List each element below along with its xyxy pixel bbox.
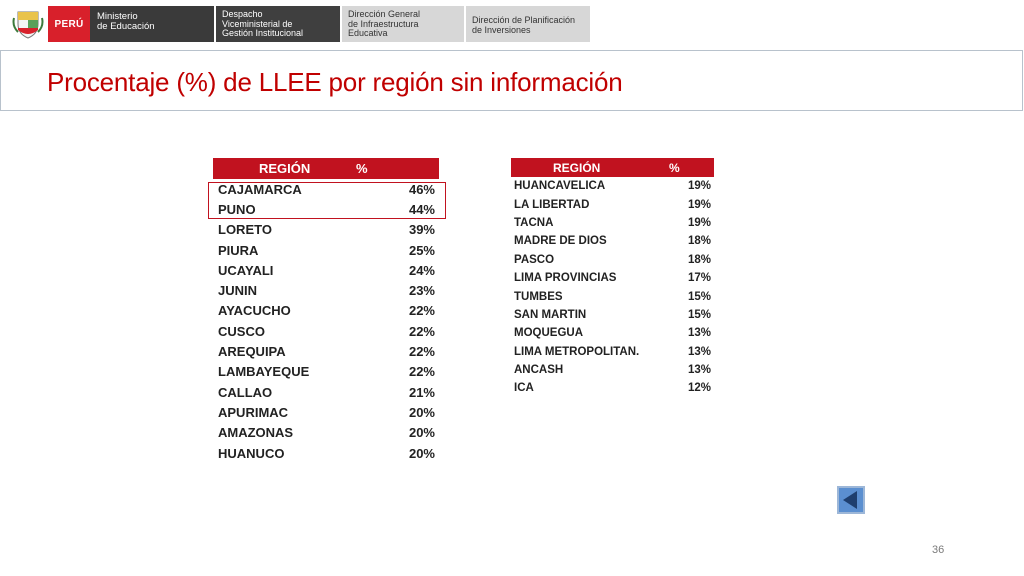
region-percent: 15%	[687, 308, 711, 321]
region-percent: 22%	[408, 344, 435, 360]
coat-of-arms-icon	[12, 8, 44, 40]
back-arrow-icon	[843, 491, 857, 509]
table-row	[511, 232, 714, 250]
region-percent: 20%	[408, 425, 435, 441]
region-percent: 21%	[408, 384, 435, 400]
region-name: CALLAO	[218, 384, 273, 400]
region-name: HUANCAVELICA	[514, 180, 606, 193]
region-name: SAN MARTIN	[514, 308, 587, 321]
peru-label: PERÚ	[48, 6, 90, 42]
header-region: REGIÓN	[553, 160, 601, 175]
region-name: JUNIN	[218, 283, 258, 299]
title-bar	[0, 50, 1023, 111]
table-row	[213, 362, 439, 382]
table-body	[213, 179, 439, 463]
table-row	[511, 287, 714, 305]
region-name: PUNO	[218, 201, 256, 217]
region-table-right	[511, 158, 714, 398]
region-percent: 23%	[408, 283, 435, 299]
region-percent: 22%	[408, 303, 435, 319]
region-name: AREQUIPA	[218, 344, 286, 360]
table-row	[213, 341, 439, 361]
region-name: LIMA METROPOLITAN.	[514, 345, 640, 358]
table-row	[213, 220, 439, 240]
region-percent: 22%	[408, 323, 435, 339]
slide-title: Procentaje (%) de LLEE por región sin información	[47, 67, 623, 97]
region-percent: 20%	[408, 445, 435, 461]
region-percent: 20%	[408, 404, 435, 420]
region-name: ICA	[514, 382, 534, 395]
table-row	[511, 195, 714, 213]
region-percent: 19%	[687, 180, 711, 193]
despacho-box	[216, 6, 340, 42]
header-band	[0, 6, 600, 42]
region-percent: 24%	[408, 262, 435, 278]
table-row	[511, 379, 714, 397]
table-row	[511, 343, 714, 361]
dg-infra-box	[342, 6, 464, 42]
planificacion-line2: de Inversiones	[472, 24, 531, 35]
region-name: ANCASH	[514, 364, 564, 377]
region-percent: 13%	[687, 327, 711, 340]
table-row	[213, 423, 439, 443]
region-percent: 18%	[687, 235, 711, 248]
table-header	[213, 158, 439, 179]
region-name: APURIMAC	[218, 404, 289, 420]
planificacion-line1: Dirección de Planificación	[472, 15, 576, 25]
region-name: MOQUEGUA	[514, 327, 583, 340]
table-row	[511, 214, 714, 232]
table-row	[511, 361, 714, 379]
region-name: LIMA PROVINCIAS	[514, 272, 617, 285]
region-name: MADRE DE DIOS	[514, 235, 607, 248]
region-name: CUSCO	[218, 323, 265, 339]
region-percent: 19%	[687, 198, 711, 211]
region-percent: 25%	[408, 242, 435, 258]
header-region: REGIÓN	[259, 161, 311, 176]
despacho-line1: Despacho	[222, 9, 263, 19]
table-row	[511, 251, 714, 269]
region-percent: 15%	[687, 290, 711, 303]
table-row	[511, 306, 714, 324]
table-row	[213, 301, 439, 321]
ministry-line1: Ministerio	[97, 11, 138, 22]
highlight-box	[208, 182, 446, 219]
dg-infra-line2: de Infraestructura	[348, 18, 419, 29]
region-name: LA LIBERTAD	[514, 198, 590, 211]
dg-infra-line1: Dirección General	[348, 9, 421, 19]
page-number: 36	[932, 544, 945, 556]
despacho-line3: Gestión Institucional	[222, 28, 304, 38]
region-percent: 19%	[687, 216, 711, 229]
region-name: LAMBAYEQUE	[218, 364, 310, 380]
region-name: CAJAMARCA	[218, 181, 302, 197]
table-row	[213, 260, 439, 280]
region-percent: 13%	[687, 364, 711, 377]
region-percent: 46%	[408, 181, 435, 197]
region-percent: 13%	[687, 345, 711, 358]
back-button[interactable]	[837, 486, 865, 514]
dg-infra-line3: Educativa	[348, 28, 388, 38]
table-row	[213, 443, 439, 463]
table-body	[511, 177, 714, 398]
table-row	[511, 269, 714, 287]
region-percent: 22%	[408, 364, 435, 380]
table-row	[213, 321, 439, 341]
region-name: TUMBES	[514, 290, 563, 303]
region-percent: 18%	[687, 253, 711, 266]
planificacion-box	[466, 6, 590, 42]
despacho-line2: Viceministerial de	[222, 18, 293, 29]
region-percent: 44%	[408, 201, 435, 217]
table-row	[213, 240, 439, 260]
region-percent: 39%	[408, 222, 435, 238]
region-name: HUANUCO	[218, 445, 285, 461]
table-row	[511, 177, 714, 195]
region-name: TACNA	[514, 216, 554, 229]
table-row	[511, 324, 714, 342]
table-row	[213, 382, 439, 402]
table-row	[213, 280, 439, 300]
ministry-label	[90, 6, 214, 42]
ministry-line2: de Educación	[97, 21, 155, 32]
region-name: PASCO	[514, 253, 555, 266]
region-percent: 12%	[687, 382, 711, 395]
region-name: AYACUCHO	[218, 303, 291, 319]
region-percent: 17%	[687, 272, 711, 285]
region-name: UCAYALI	[218, 262, 274, 278]
header-percent: %	[356, 161, 368, 176]
region-name: AMAZONAS	[218, 425, 294, 441]
header-percent: %	[669, 160, 680, 175]
region-name: PIURA	[218, 242, 259, 258]
table-header	[511, 158, 714, 177]
table-row	[213, 402, 439, 422]
region-name: LORETO	[218, 222, 272, 238]
